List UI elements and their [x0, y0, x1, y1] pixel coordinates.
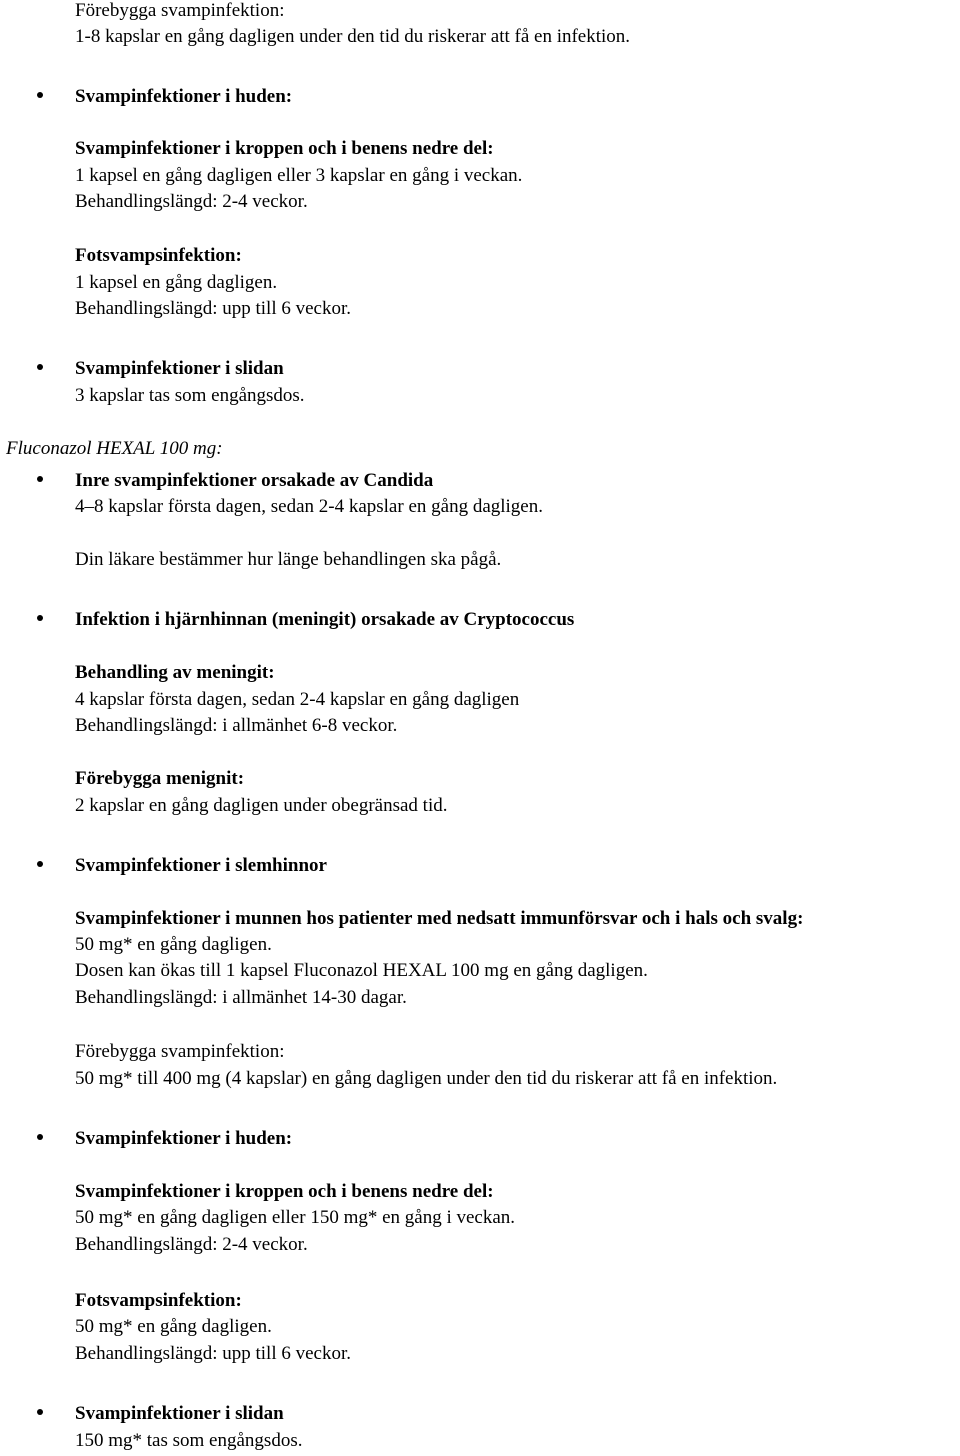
bullet-heading-vaginal: Svampinfektioner i slidan	[75, 358, 284, 379]
dosage-text: 50 mg* en gång dagligen.	[75, 934, 272, 955]
subheading-athletes-foot: Fotsvampsinfektion:	[75, 245, 242, 266]
bullet-heading-candida: Inre svampinfektioner orsakade av Candida	[75, 470, 434, 491]
bullet	[35, 92, 45, 102]
duration-text: Behandlingslängd: upp till 6 veckor.	[75, 298, 351, 319]
subheading-mouth-throat: Svampinfektioner i munnen hos patienter med nedsatt immunförsvar och i hals och svalg:	[75, 908, 804, 929]
note-text: Din läkare bestämmer hur länge behandlingen ska pågå.	[75, 549, 502, 570]
duration-text: Behandlingslängd: 2-4 veckor.	[75, 191, 308, 212]
bullet	[35, 1134, 45, 1144]
dosage-text: 50 mg* en gång dagligen eller 150 mg* en gång i veckan.	[75, 1207, 516, 1228]
duration-text: Behandlingslängd: upp till 6 veckor.	[75, 1343, 351, 1364]
bullet-heading-mucous: Svampinfektioner i slemhinnor	[75, 855, 327, 876]
subheading-body-legs: Svampinfektioner i kroppen och i benens nedre del:	[75, 138, 494, 159]
duration-text: Behandlingslängd: i allmänhet 6-8 veckor.	[75, 715, 398, 736]
dosage-text: Dosen kan ökas till 1 kapsel Fluconazol HEXAL 100 mg en gång dagligen.	[75, 960, 648, 981]
dosage-text: 3 kapslar tas som engångsdos.	[75, 385, 305, 406]
bullet-heading-skin: Svampinfektioner i huden:	[75, 1128, 293, 1149]
bullet	[35, 476, 45, 486]
subheading-athletes-foot: Fotsvampsinfektion:	[75, 1290, 242, 1311]
bullet	[35, 364, 45, 374]
subheading-body-legs: Svampinfektioner i kroppen och i benens nedre del:	[75, 1181, 494, 1202]
duration-text: Behandlingslängd: 2-4 veckor.	[75, 1234, 308, 1255]
subheading-meningitis-treatment: Behandling av meningit:	[75, 662, 275, 683]
duration-text: Behandlingslängd: i allmänhet 14-30 dagar.	[75, 987, 407, 1008]
subheading-prevent-fungal-infection: Förebygga svampinfektion:	[75, 0, 285, 21]
dosage-text: 50 mg* en gång dagligen.	[75, 1316, 272, 1337]
dosage-text: 50 mg* till 400 mg (4 kapslar) en gång dagligen under den tid du riskerar att få en infektion.	[75, 1068, 778, 1089]
dosage-text: 1-8 kapslar en gång dagligen under den tid du riskerar att få en infektion.	[75, 26, 631, 47]
dosage-text: 4–8 kapslar första dagen, sedan 2-4 kapslar en gång dagligen.	[75, 496, 543, 517]
dosage-text: 150 mg* tas som engångsdos.	[75, 1430, 303, 1451]
dosage-text: 1 kapsel en gång dagligen.	[75, 272, 278, 293]
bullet-heading-meningitis: Infektion i hjärnhinnan (meningit) orsakade av Cryptococcus	[75, 609, 575, 630]
bullet	[35, 1409, 45, 1419]
subheading-prevent-fungal-infection: Förebygga svampinfektion:	[75, 1041, 285, 1062]
bullet	[35, 861, 45, 871]
dosage-text: 1 kapsel en gång dagligen eller 3 kapslar en gång i veckan.	[75, 165, 523, 186]
dosage-text: 2 kapslar en gång dagligen under obegränsad tid.	[75, 795, 448, 816]
bullet	[35, 615, 45, 625]
dosage-text: 4 kapslar första dagen, sedan 2-4 kapslar en gång dagligen	[75, 689, 520, 710]
section-title-fluconazol-100: Fluconazol HEXAL 100 mg:	[6, 438, 223, 459]
bullet-heading-skin: Svampinfektioner i huden:	[75, 86, 293, 107]
bullet-heading-vaginal: Svampinfektioner i slidan	[75, 1403, 284, 1424]
subheading-prevent-meningitis: Förebygga menignit:	[75, 768, 245, 789]
